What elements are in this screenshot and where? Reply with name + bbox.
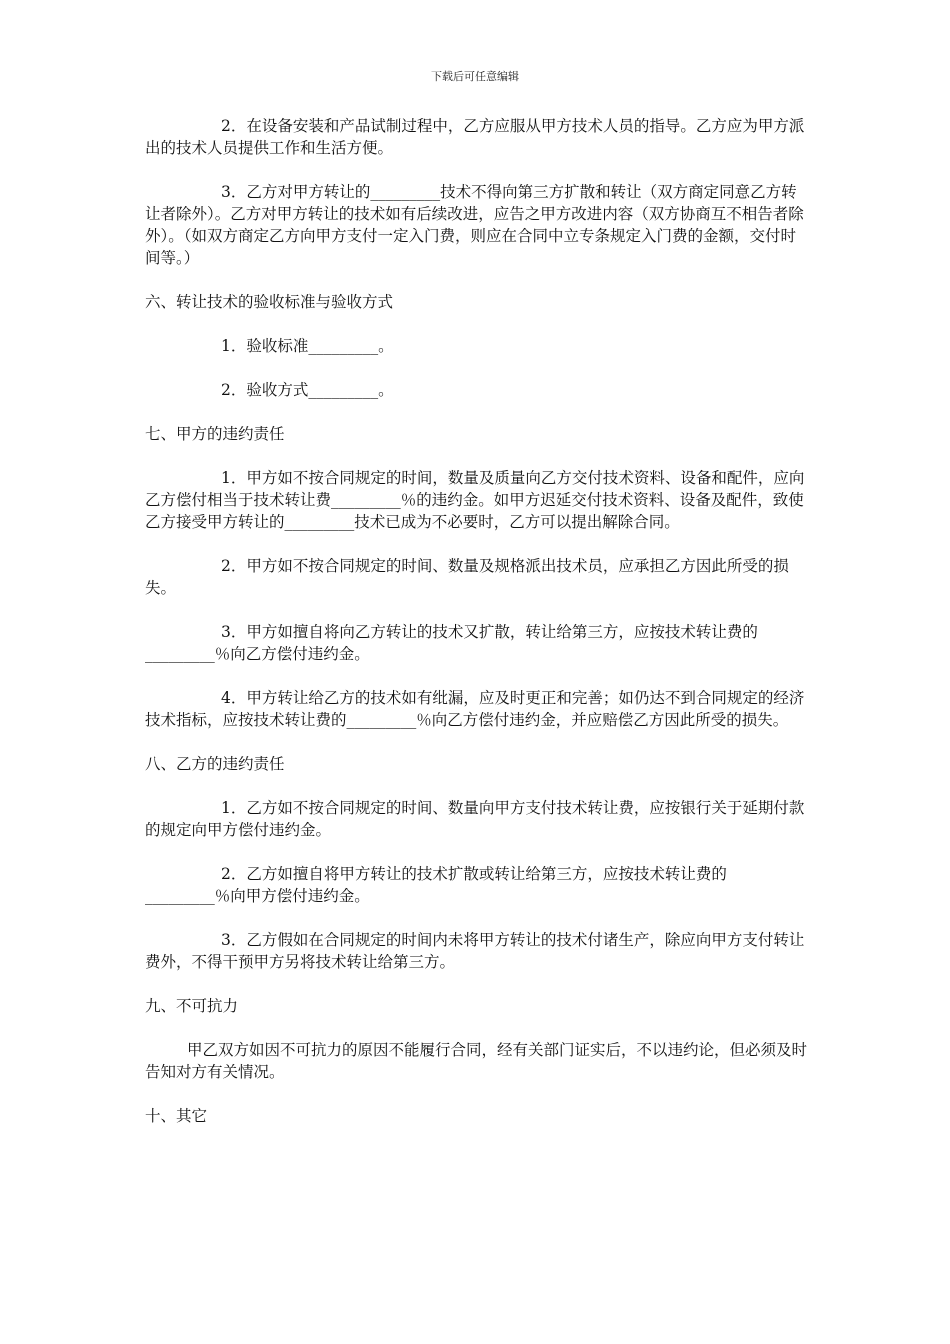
section-heading-6: 六、转让技术的验收标准与验收方式 [145,293,394,311]
clause-7-4: 4．甲方转让给乙方的技术如有纰漏，应及时更正和完善；如仍达不到合同规定的经济技术指标，应按技术转让费的_________％向乙方偿付违约金，并应赔偿乙方因此所受的损失。 [145,689,805,729]
clause-8-3: 3．乙方假如在合同规定的时间内未将甲方转让的技术付诸生产，除应向甲方支付转让费外，不得干预甲方另将技术转让给第三方。 [145,931,805,971]
clause-8-1: 1．乙方如不按合同规定的时间、数量向甲方支付技术转让费，应按银行关于延期付款的规定向甲方偿付违约金。 [145,799,805,839]
clause-8-2: 2．乙方如擅自将甲方转让的技术扩散或转让给第三方，应按技术转让费的_________％向甲方偿付违约金。 [145,865,727,905]
section-heading-10: 十、其它 [145,1107,208,1125]
clause-5-2: 2．在设备安装和产品试制过程中，乙方应服从甲方技术人员的指导。乙方应为甲方派出的技术人员提供工作和生活方便。 [145,117,805,157]
section-heading-7: 七、甲方的违约责任 [145,425,285,443]
clause-7-2: 2．甲方如不按合同规定的时间、数量及规格派出技术员，应承担乙方因此所受的损失。 [145,557,789,597]
clause-7-3: 3．甲方如擅自将向乙方转让的技术又扩散，转让给第三方，应按技术转让费的_________％向乙方偿付违约金。 [145,623,758,663]
section-heading-8: 八、乙方的违约责任 [145,755,285,773]
clause-6-1: 1．验收标准_________。 [221,337,394,355]
clause-5-3: 3．乙方对甲方转让的_________技术不得向第三方扩散和转让（双方商定同意乙方转让者除外）。乙方对甲方转让的技术如有后续改进，应告之甲方改进内容（双方协商互不相告者除外）。（如双方商定乙方向甲方支付一定入门费，则应在合同中立专条规定入门费的金额，交付时间等。） [145,183,804,267]
section-heading-9: 九、不可抗力 [145,997,239,1015]
page-header-note: 下载后可任意编辑 [431,70,519,83]
clause-7-1: 1．甲方如不按合同规定的时间，数量及质量向乙方交付技术资料、设备和配件，应向乙方偿付相当于技术转让费_________％的违约金。如甲方迟延交付技术资料、设备及配件，致使乙方接受甲方转让的_________技术已成为不必要时，乙方可以提出解除合同。 [145,469,805,531]
clause-6-2: 2．验收方式_________。 [221,381,394,399]
clause-9-body: 甲乙双方如因不可抗力的原因不能履行合同，经有关部门证实后，不以违约论，但必须及时告知对方有关情况。 [145,1041,808,1081]
document-body [145,115,810,1149]
